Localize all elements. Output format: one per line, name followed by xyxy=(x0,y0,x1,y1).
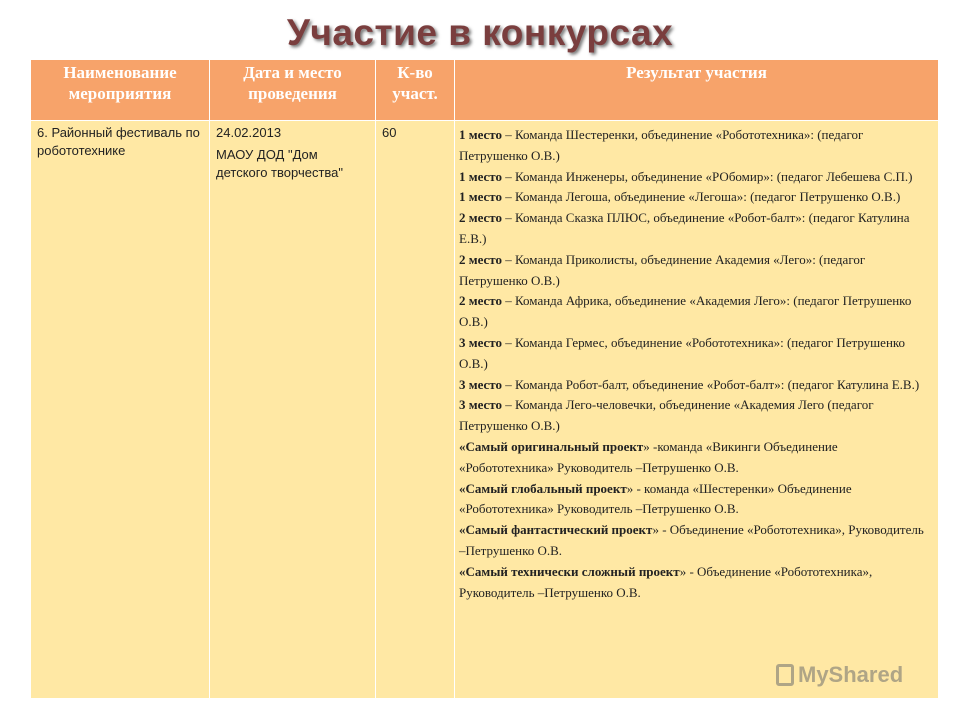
results-list xyxy=(455,121,938,603)
result-item xyxy=(459,250,932,292)
result-text: » - Объединение «Робототехника», Руководитель –Петрушенко О.В. xyxy=(459,522,924,558)
result-place: 3 место xyxy=(459,334,503,350)
watermark-text: MyShared xyxy=(798,662,904,687)
result-place: 3 место xyxy=(459,397,503,413)
participants-count: 60 xyxy=(382,125,397,140)
result-place: 3 место xyxy=(459,376,503,392)
cell-results xyxy=(455,121,939,699)
result-place: 2 место xyxy=(459,210,503,226)
event-name-text: 6. Районный фестиваль по робототехнике xyxy=(37,125,200,158)
result-place: 1 место xyxy=(459,168,503,184)
result-item xyxy=(459,187,932,208)
result-text: – Команда Гермес, объединение «Робототехника»: (педагог Петрушенко О.В.) xyxy=(459,334,906,371)
result-text: – Команда Шестеренки, объединение «Робототехника»: (педагог Петрушенко О.В.) xyxy=(459,127,864,163)
result-place: 2 место xyxy=(459,293,503,309)
result-item xyxy=(459,291,932,333)
result-text: » - Объединение «Робототехника», Руководитель –Петрушенко О.В. xyxy=(459,563,873,600)
cell-date-place xyxy=(210,121,376,699)
cell-participants xyxy=(376,121,455,699)
result-place: «Самый фантастический проект xyxy=(459,522,653,538)
result-text: – Команда Легоша, объединение «Легоша»: (педагог Петрушенко О.В.) xyxy=(502,189,901,205)
result-text: – Команда Лего-человечки, объединение «Академия Лего (педагог Петрушенко О.В.) xyxy=(459,397,874,434)
result-item xyxy=(459,167,932,188)
header-event-name: Наименование мероприятия xyxy=(31,60,210,121)
result-item xyxy=(459,333,932,375)
myshared-logo-icon xyxy=(776,664,794,686)
header-date-place: Дата и место проведения xyxy=(210,60,376,121)
result-item xyxy=(459,437,932,479)
result-item xyxy=(459,125,932,167)
result-item xyxy=(459,520,932,562)
table-header-row xyxy=(31,60,939,121)
event-date: 24.02.2013 xyxy=(216,125,282,140)
result-item xyxy=(459,395,932,437)
slide-title: Участие в конкурсах xyxy=(286,12,674,53)
cell-event xyxy=(31,121,210,699)
result-text: – Команда Инженеры, объединение «РОбомир»: (педагог Лебешева С.П.) xyxy=(502,168,913,184)
result-place: «Самый оригинальный проект xyxy=(459,438,644,454)
result-place: 2 место xyxy=(459,251,503,267)
header-participants: К-во участ. xyxy=(376,60,455,121)
competitions-table xyxy=(30,59,939,699)
result-item xyxy=(459,479,932,521)
result-text: – Команда Африка, объединение «Академия Лего»: (педагог Петрушенко О.В.) xyxy=(459,293,912,330)
event-place: МАОУ ДОД "Дом детского творчества" xyxy=(216,147,344,180)
result-place: «Самый технически сложный проект xyxy=(459,563,680,579)
result-text: – Команда Приколисты, объединение Академия «Лего»: (педагог Петрушенко О.В.) xyxy=(459,251,866,288)
result-text: – Команда Сказка ПЛЮС, объединение «Робот-балт»: (педагог Катулина Е.В.) xyxy=(459,210,910,246)
result-place: 1 место xyxy=(459,189,503,205)
result-item xyxy=(459,208,932,250)
header-result: Результат участия xyxy=(455,60,939,121)
result-text: » -команда «Викинги Объединение «Робототехника» Руководитель –Петрушенко О.В. xyxy=(459,438,838,475)
result-text: » - команда «Шестеренки» Объединение «Робототехника» Руководитель –Петрушенко О.В. xyxy=(459,480,852,517)
result-place: «Самый глобальный проект xyxy=(459,480,627,496)
table-row xyxy=(31,121,939,699)
result-item xyxy=(459,562,932,604)
result-text: – Команда Робот-балт, объединение «Робот-балт»: (педагог Катулина Е.В.) xyxy=(502,376,920,392)
watermark xyxy=(776,662,903,688)
result-place: 1 место xyxy=(459,127,503,142)
result-item xyxy=(459,375,932,396)
